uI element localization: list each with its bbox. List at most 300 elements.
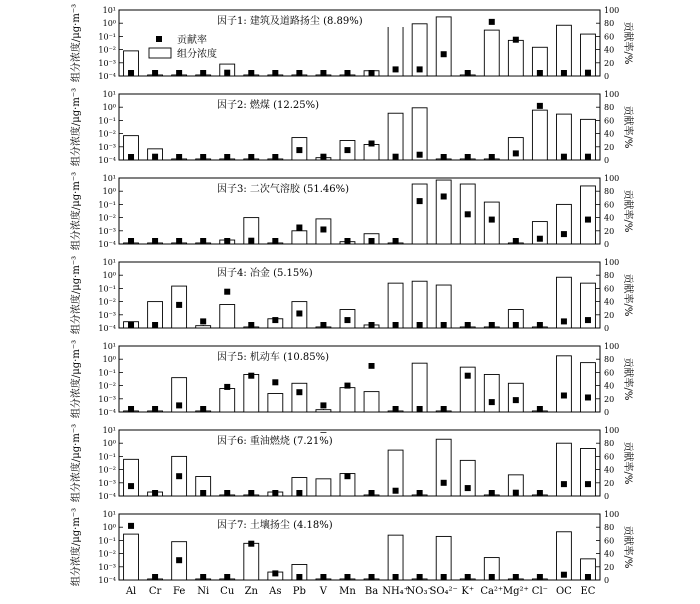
contribution-marker xyxy=(417,152,423,158)
contribution-marker xyxy=(248,541,254,547)
contribution-marker xyxy=(441,480,447,486)
contribution-marker xyxy=(417,198,423,204)
left-tick-label: 10¹ xyxy=(102,6,116,15)
left-tick-label: 10⁻⁴ xyxy=(98,240,116,249)
contribution-marker xyxy=(393,488,399,494)
contribution-marker xyxy=(369,238,375,244)
concentration-bar xyxy=(196,326,211,328)
concentration-bar xyxy=(412,363,427,412)
contribution-marker xyxy=(320,154,326,160)
concentration-bar xyxy=(484,30,499,76)
concentration-bar xyxy=(292,231,307,244)
contribution-marker xyxy=(344,574,350,580)
contribution-marker xyxy=(272,317,278,323)
concentration-bar xyxy=(556,356,571,412)
contribution-marker xyxy=(513,490,519,496)
left-tick-label: 10⁻³ xyxy=(98,58,116,68)
concentration-bar xyxy=(508,138,523,160)
contribution-marker xyxy=(441,154,447,160)
concentration-bar xyxy=(436,285,451,328)
concentration-bar xyxy=(581,363,596,412)
concentration-bar xyxy=(581,448,596,496)
panel-title: 因子5: 机动车 (10.85%) xyxy=(217,352,330,363)
left-tick-label: 10⁻² xyxy=(98,129,116,139)
right-tick-label: 60 xyxy=(604,284,615,294)
left-tick-label: 10⁻¹ xyxy=(98,284,116,294)
concentration-bar xyxy=(581,186,596,244)
left-tick-label: 10⁻³ xyxy=(98,478,116,488)
concentration-bar xyxy=(364,144,379,160)
left-tick-label: 10⁰ xyxy=(102,523,116,533)
right-tick-label: 60 xyxy=(604,368,615,378)
right-tick-label: 100 xyxy=(604,6,620,15)
contribution-marker xyxy=(200,406,206,412)
concentration-bar xyxy=(268,394,283,412)
concentration-bar xyxy=(484,374,499,412)
right-tick-label: 60 xyxy=(604,536,615,546)
x-category-label: Cr xyxy=(148,586,162,597)
contribution-marker xyxy=(152,70,158,76)
x-category-label: NO₃⁻ xyxy=(406,586,433,597)
contribution-marker xyxy=(585,481,591,487)
left-axis-title: 组分浓度/μg·m⁻³ xyxy=(71,171,82,251)
contribution-marker xyxy=(152,490,158,496)
concentration-bar xyxy=(556,204,571,244)
contribution-marker xyxy=(200,70,206,76)
right-axis-title: 贡献率/% xyxy=(622,189,633,233)
contribution-marker xyxy=(465,322,471,328)
left-tick-label: 10⁻³ xyxy=(98,142,116,152)
contribution-marker xyxy=(176,70,182,76)
x-category-label: SO₄²⁻ xyxy=(429,586,458,597)
right-tick-label: 80 xyxy=(604,271,615,281)
right-tick-label: 60 xyxy=(604,452,615,462)
concentration-bar xyxy=(220,389,235,412)
contribution-marker xyxy=(128,70,134,76)
contribution-marker xyxy=(369,490,375,496)
contribution-marker xyxy=(393,154,399,160)
left-tick-label: 10⁻⁴ xyxy=(98,576,116,585)
x-category-label: Zn xyxy=(244,586,258,597)
concentration-bar xyxy=(220,305,235,328)
contribution-marker xyxy=(513,150,519,156)
contribution-marker xyxy=(200,574,206,580)
contribution-marker xyxy=(489,490,495,496)
legend-swatch-concentration xyxy=(149,48,171,58)
right-tick-label: 20 xyxy=(604,58,615,68)
contribution-marker xyxy=(224,238,230,244)
contribution-marker xyxy=(513,322,519,328)
panel-title: 因子7: 土壤扬尘 (4.18%) xyxy=(217,520,333,531)
right-tick-label: 100 xyxy=(604,426,620,435)
left-tick-label: 10¹ xyxy=(102,426,116,435)
contribution-marker xyxy=(561,70,567,76)
contribution-marker xyxy=(417,574,423,580)
left-tick-label: 10⁻³ xyxy=(98,226,116,236)
left-axis-title: 组分浓度/μg·m⁻³ xyxy=(71,507,82,587)
right-axis-title: 贡献率/% xyxy=(622,525,633,569)
contribution-marker xyxy=(417,490,423,496)
concentration-bar xyxy=(388,283,403,328)
right-tick-label: 80 xyxy=(604,19,615,29)
contribution-marker xyxy=(393,574,399,580)
contribution-marker xyxy=(152,238,158,244)
contribution-marker xyxy=(344,317,350,323)
contribution-marker xyxy=(128,483,134,489)
concentration-bar xyxy=(436,536,451,580)
contribution-marker xyxy=(152,574,158,580)
contribution-marker xyxy=(585,154,591,160)
right-tick-label: 40 xyxy=(604,297,615,307)
contribution-marker xyxy=(176,557,182,563)
left-tick-label: 10⁻² xyxy=(98,465,116,475)
contribution-marker xyxy=(561,318,567,324)
left-tick-label: 10⁰ xyxy=(102,19,116,29)
right-tick-label: 0 xyxy=(604,576,610,585)
contribution-marker xyxy=(465,154,471,160)
contribution-marker xyxy=(537,490,543,496)
right-tick-label: 0 xyxy=(604,492,610,501)
right-tick-label: 40 xyxy=(604,381,615,391)
left-tick-label: 10⁻¹ xyxy=(98,452,116,462)
concentration-bar xyxy=(412,184,427,244)
left-tick-label: 10⁻⁴ xyxy=(98,324,116,333)
contribution-marker xyxy=(417,406,423,412)
contribution-marker xyxy=(489,19,495,25)
panel-title: 因子4: 冶金 (5.15%) xyxy=(217,268,313,279)
right-tick-label: 40 xyxy=(604,213,615,223)
contribution-marker xyxy=(561,481,567,487)
contribution-marker xyxy=(200,490,206,496)
panel-title: 因子3: 二次气溶胶 (51.46%) xyxy=(217,184,350,195)
contribution-marker xyxy=(585,217,591,223)
contribution-marker xyxy=(344,238,350,244)
right-tick-label: 100 xyxy=(604,174,620,183)
panel-title: 因子6: 重油燃烧 (7.21%) xyxy=(217,436,333,447)
contribution-marker xyxy=(200,154,206,160)
right-axis-title: 贡献率/% xyxy=(622,357,633,401)
contribution-marker xyxy=(513,37,519,43)
right-tick-label: 20 xyxy=(604,226,615,236)
right-tick-label: 60 xyxy=(604,32,615,42)
concentration-bar xyxy=(436,439,451,496)
contribution-marker xyxy=(561,393,567,399)
contribution-marker xyxy=(513,397,519,403)
right-tick-label: 100 xyxy=(604,258,620,267)
contribution-marker xyxy=(417,322,423,328)
right-tick-label: 0 xyxy=(604,324,610,333)
contribution-marker xyxy=(537,103,543,109)
legend xyxy=(149,33,217,60)
contribution-marker xyxy=(441,322,447,328)
right-tick-label: 0 xyxy=(604,408,610,417)
contribution-marker xyxy=(320,70,326,76)
right-tick-label: 100 xyxy=(604,90,620,99)
x-category-label: OC xyxy=(555,586,572,597)
contribution-marker xyxy=(272,570,278,576)
concentration-bar xyxy=(316,479,331,496)
contribution-marker xyxy=(393,406,399,412)
contribution-marker xyxy=(320,574,326,580)
concentration-bar xyxy=(556,114,571,160)
right-tick-label: 80 xyxy=(604,187,615,197)
contribution-marker xyxy=(465,574,471,580)
contribution-marker xyxy=(537,322,543,328)
contribution-marker xyxy=(224,289,230,295)
concentration-bar xyxy=(484,202,499,244)
concentration-bar xyxy=(436,17,451,76)
x-category-label: Ni xyxy=(197,586,210,597)
left-tick-label: 10⁻¹ xyxy=(98,536,116,546)
x-category-label: Al xyxy=(125,586,137,597)
right-tick-label: 40 xyxy=(604,549,615,559)
x-category-label: V xyxy=(319,586,328,597)
concentration-bar xyxy=(388,113,403,160)
left-tick-label: 10⁻² xyxy=(98,45,116,55)
right-tick-label: 20 xyxy=(604,562,615,572)
left-tick-label: 10¹ xyxy=(102,258,116,267)
left-tick-label: 10⁻³ xyxy=(98,394,116,404)
contribution-marker xyxy=(465,485,471,491)
factor-panel-7 xyxy=(69,508,635,586)
left-tick-label: 10⁰ xyxy=(102,439,116,449)
contribution-marker xyxy=(513,574,519,580)
contribution-marker xyxy=(344,147,350,153)
contribution-marker xyxy=(393,322,399,328)
left-tick-label: 10¹ xyxy=(102,174,116,183)
contribution-marker xyxy=(537,574,543,580)
contribution-marker xyxy=(296,70,302,76)
contribution-marker xyxy=(441,51,447,57)
left-tick-label: 10⁻⁴ xyxy=(98,492,116,501)
contribution-marker xyxy=(248,490,254,496)
right-axis-title: 贡献率/% xyxy=(622,273,633,317)
left-axis-title: 组分浓度/μg·m⁻³ xyxy=(71,87,82,167)
x-category-label: Cu xyxy=(220,586,235,597)
contribution-marker xyxy=(489,217,495,223)
left-tick-label: 10⁻² xyxy=(98,549,116,559)
contribution-marker xyxy=(369,574,375,580)
right-tick-label: 0 xyxy=(604,72,610,81)
contribution-marker xyxy=(272,70,278,76)
x-category-label: Ca²⁺ xyxy=(480,586,504,597)
right-axis-title: 贡献率/% xyxy=(622,441,633,485)
right-axis-title: 贡献率/% xyxy=(622,21,633,65)
legend-label-contribution: 贡献率 xyxy=(177,35,207,46)
left-tick-label: 10¹ xyxy=(102,342,116,351)
contribution-marker xyxy=(513,238,519,244)
contribution-marker xyxy=(176,154,182,160)
contribution-marker xyxy=(296,147,302,153)
contribution-marker xyxy=(296,225,302,231)
x-category-label: K⁺ xyxy=(461,586,475,597)
contribution-marker xyxy=(561,154,567,160)
right-tick-label: 40 xyxy=(604,465,615,475)
concentration-bar xyxy=(436,180,451,244)
left-tick-label: 10¹ xyxy=(102,510,116,519)
contribution-marker xyxy=(465,211,471,217)
left-tick-label: 10⁻¹ xyxy=(98,200,116,210)
contribution-marker xyxy=(561,231,567,237)
left-tick-label: 10⁰ xyxy=(102,271,116,281)
contribution-marker xyxy=(320,226,326,232)
left-tick-label: 10⁻² xyxy=(98,381,116,391)
concentration-bar xyxy=(508,40,523,76)
contribution-marker xyxy=(489,322,495,328)
left-tick-label: 10⁻² xyxy=(98,213,116,223)
x-category-label: Mn xyxy=(339,586,356,597)
left-tick-label: 10¹ xyxy=(102,90,116,99)
factor-panel-4 xyxy=(69,256,635,334)
x-category-label: EC xyxy=(580,586,596,597)
left-tick-label: 10⁰ xyxy=(102,355,116,365)
factor-panel-1 xyxy=(69,4,635,82)
contribution-marker xyxy=(128,154,134,160)
contribution-marker xyxy=(296,389,302,395)
contribution-marker xyxy=(272,379,278,385)
right-tick-label: 20 xyxy=(604,142,615,152)
contribution-marker xyxy=(224,154,230,160)
contribution-marker xyxy=(344,473,350,479)
contribution-marker xyxy=(248,238,254,244)
contribution-marker xyxy=(176,402,182,408)
concentration-bar xyxy=(244,543,259,580)
contribution-marker xyxy=(369,70,375,76)
concentration-bar xyxy=(556,25,571,76)
panel-title: 因子2: 燃煤 (12.25%) xyxy=(217,100,320,111)
x-category-label: Ba xyxy=(364,586,379,597)
contribution-marker xyxy=(248,322,254,328)
concentration-bar xyxy=(124,459,139,496)
contribution-marker xyxy=(441,193,447,199)
contribution-marker xyxy=(369,363,375,369)
contribution-marker xyxy=(465,70,471,76)
contribution-marker xyxy=(441,406,447,412)
concentration-bar xyxy=(244,374,259,412)
contribution-marker xyxy=(248,70,254,76)
contribution-marker xyxy=(224,70,230,76)
factor-panel-2 xyxy=(69,88,635,166)
left-tick-label: 10⁻³ xyxy=(98,310,116,320)
concentration-bar xyxy=(556,443,571,496)
right-tick-label: 80 xyxy=(604,439,615,449)
right-tick-label: 20 xyxy=(604,394,615,404)
right-tick-label: 20 xyxy=(604,478,615,488)
contribution-marker xyxy=(320,402,326,408)
left-tick-label: 10⁻¹ xyxy=(98,32,116,42)
left-tick-label: 10⁻³ xyxy=(98,562,116,572)
contribution-marker xyxy=(561,572,567,578)
x-category-label: NH₄⁺ xyxy=(382,586,409,597)
right-tick-label: 40 xyxy=(604,45,615,55)
contribution-marker xyxy=(489,399,495,405)
left-axis-title: 组分浓度/μg·m⁻³ xyxy=(71,423,82,503)
legend-label-concentration: 组分浓度 xyxy=(177,49,217,60)
contribution-marker xyxy=(200,238,206,244)
x-category-label: Mg²⁺ xyxy=(502,586,529,597)
contribution-marker xyxy=(128,238,134,244)
factor-panel-6 xyxy=(69,424,635,502)
contribution-marker xyxy=(296,310,302,316)
contribution-marker xyxy=(537,406,543,412)
panel-title: 因子1: 建筑及道路扬尘 (8.89%) xyxy=(217,16,363,27)
contribution-marker xyxy=(152,322,158,328)
left-tick-label: 10⁻¹ xyxy=(98,116,116,126)
contribution-marker xyxy=(152,154,158,160)
contribution-marker xyxy=(176,302,182,308)
contribution-marker xyxy=(224,574,230,580)
factor-panel-3 xyxy=(69,172,635,250)
contribution-marker xyxy=(320,322,326,328)
right-tick-label: 80 xyxy=(604,523,615,533)
contribution-marker xyxy=(296,490,302,496)
concentration-bar xyxy=(340,388,355,412)
contribution-marker xyxy=(272,490,278,496)
left-tick-label: 10⁻⁴ xyxy=(98,156,116,165)
concentration-bar xyxy=(532,110,547,160)
left-tick-label: 10⁻² xyxy=(98,297,116,307)
left-axis-title: 组分浓度/μg·m⁻³ xyxy=(71,3,82,83)
contribution-marker xyxy=(344,383,350,389)
contribution-marker xyxy=(200,318,206,324)
concentration-bar xyxy=(412,281,427,328)
contribution-marker xyxy=(248,373,254,379)
contribution-marker xyxy=(272,238,278,244)
right-tick-label: 100 xyxy=(604,510,620,519)
contribution-marker xyxy=(585,574,591,580)
contribution-marker xyxy=(537,236,543,242)
x-category-label: As xyxy=(269,586,282,597)
concentration-bar xyxy=(388,535,403,580)
left-axis-title: 组分浓度/μg·m⁻³ xyxy=(71,255,82,335)
right-tick-label: 80 xyxy=(604,355,615,365)
right-tick-label: 0 xyxy=(604,156,610,165)
right-tick-label: 40 xyxy=(604,129,615,139)
right-tick-label: 0 xyxy=(604,240,610,249)
contribution-marker xyxy=(489,574,495,580)
contribution-marker xyxy=(128,523,134,529)
contribution-marker xyxy=(296,574,302,580)
right-tick-label: 60 xyxy=(604,116,615,126)
left-tick-label: 10⁰ xyxy=(102,187,116,197)
contribution-marker xyxy=(489,154,495,160)
concentration-bar xyxy=(316,410,331,412)
concentration-bar xyxy=(292,383,307,412)
contribution-marker xyxy=(224,490,230,496)
contribution-marker xyxy=(176,238,182,244)
concentration-bar xyxy=(364,392,379,412)
contribution-marker xyxy=(417,66,423,72)
right-axis-title: 贡献率/% xyxy=(622,105,633,149)
right-tick-label: 20 xyxy=(604,310,615,320)
contribution-marker xyxy=(369,141,375,147)
contribution-marker xyxy=(369,322,375,328)
contribution-marker xyxy=(128,406,134,412)
contribution-marker xyxy=(393,238,399,244)
contribution-marker xyxy=(465,373,471,379)
factor-panel-5 xyxy=(69,340,635,418)
contribution-marker xyxy=(393,66,399,72)
x-category-label: Pb xyxy=(292,586,306,597)
left-tick-label: 10⁻⁴ xyxy=(98,408,116,417)
right-tick-label: 60 xyxy=(604,200,615,210)
contribution-marker xyxy=(152,406,158,412)
left-tick-label: 10⁻⁴ xyxy=(98,72,116,81)
contribution-marker xyxy=(128,322,134,328)
contribution-marker xyxy=(224,384,230,390)
right-tick-label: 80 xyxy=(604,103,615,113)
right-tick-label: 100 xyxy=(604,342,620,351)
